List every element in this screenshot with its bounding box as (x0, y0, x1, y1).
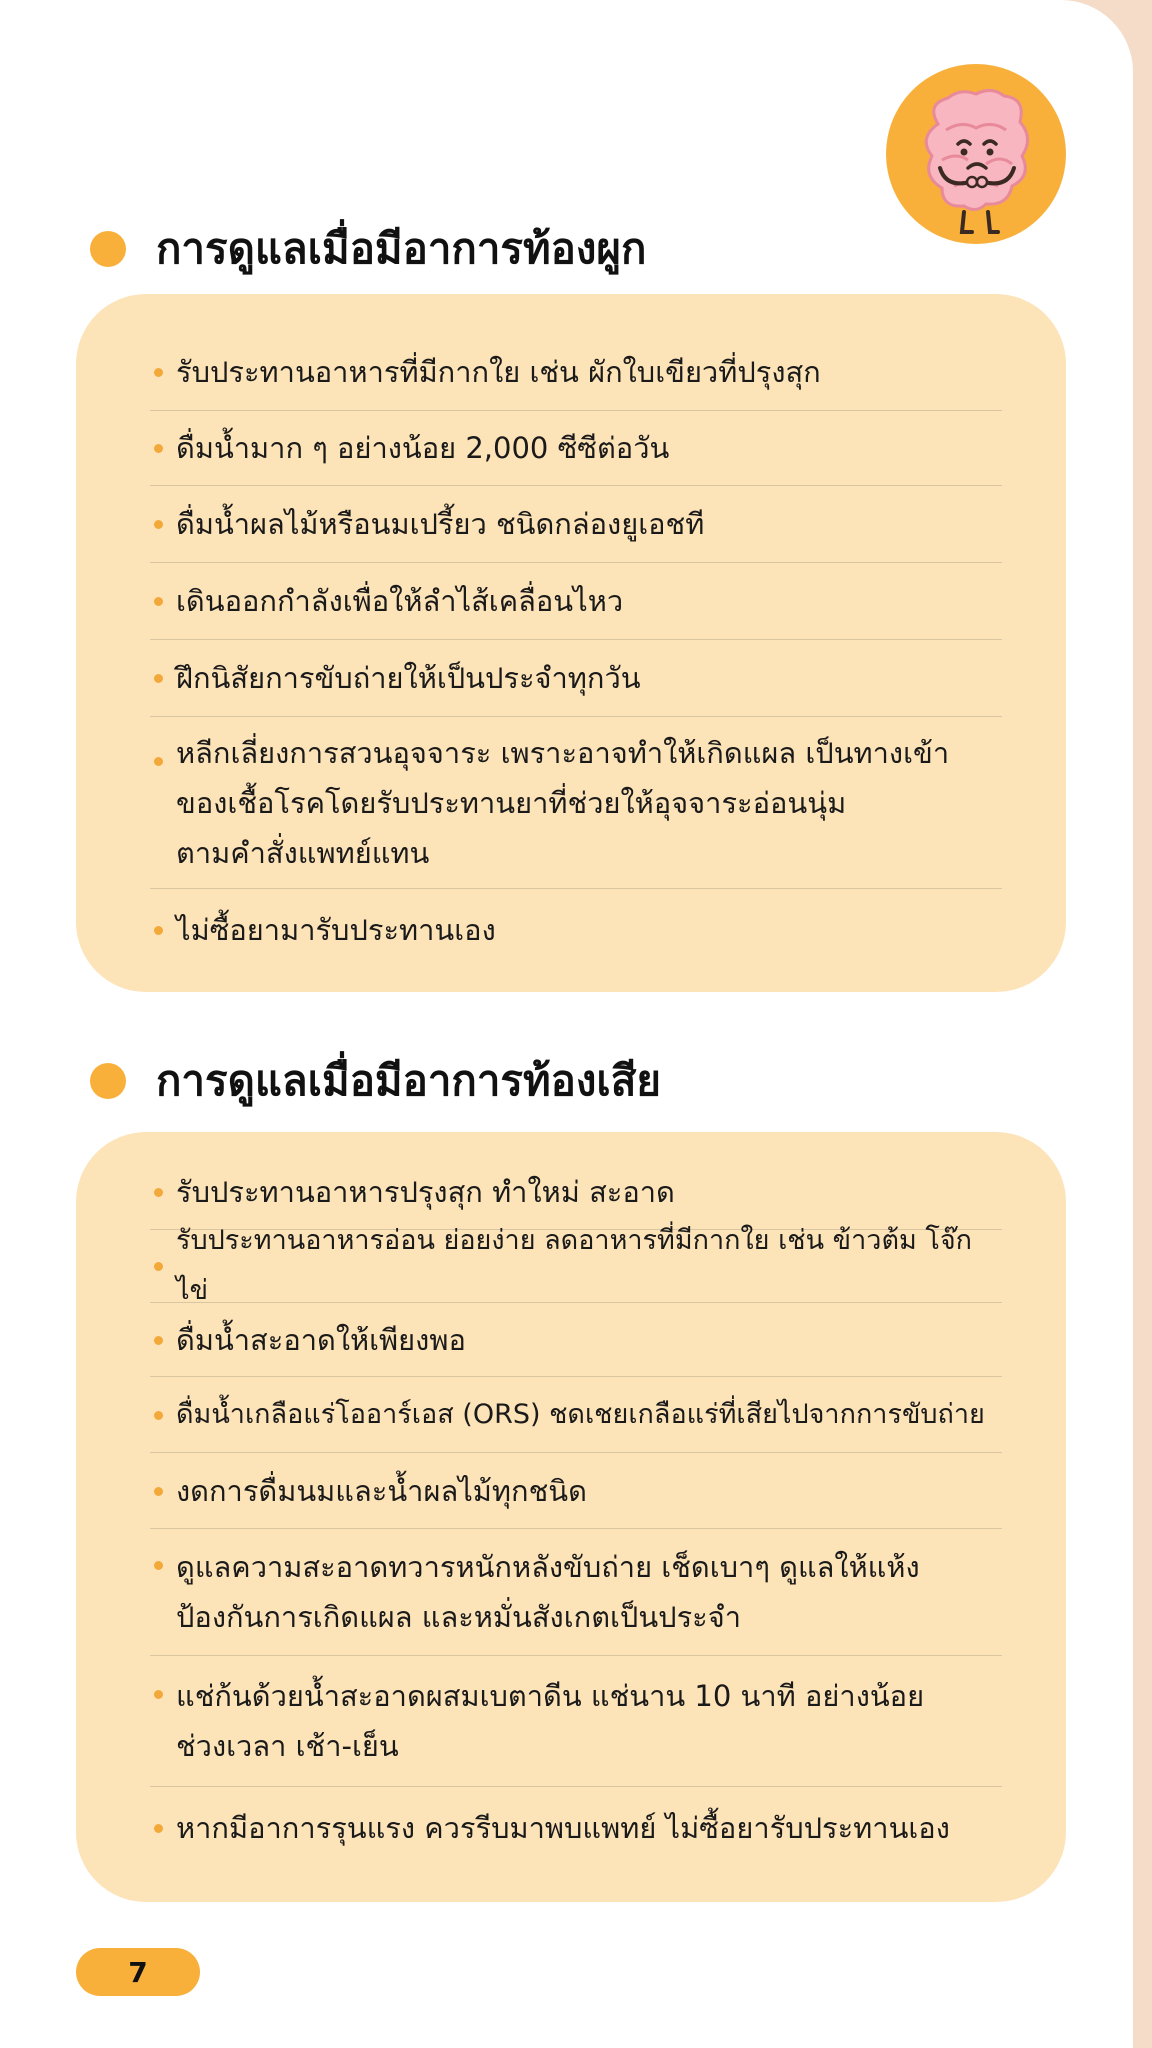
list-item: ไม่ซื้อยามารับประทานเอง (150, 889, 1002, 971)
constipation-list (150, 334, 1002, 971)
bullet-icon (154, 1336, 163, 1345)
list-item: หลีกเลี่ยงการสวนอุจจาระ เพราะอาจทำให้เกิดแผล เป็นทางเข้า ของเชื้อโรคโดยรับประทานยาที่ช่วยให้อุจจาระอ่อนนุ่ม ตามคำสั่งแพทย์แทน (150, 717, 1002, 889)
bullet-icon (154, 1487, 163, 1496)
bullet-icon (154, 1262, 163, 1271)
list-item: งดการดื่มนมและน้ำผลไม้ทุกชนิด (150, 1453, 1002, 1529)
orange-dot-icon (90, 231, 126, 267)
bullet-icon (154, 1188, 163, 1197)
list-item: รับประทานอาหารปรุงสุก ทำใหม่ สะอาด (150, 1154, 1002, 1230)
bullet-icon (154, 1690, 163, 1699)
list-item: รับประทานอาหารอ่อน ย่อยง่าย ลดอาหารที่มีกากใย เช่น ข้าวต้ม โจ๊ก ไข่ (150, 1230, 1002, 1303)
constipation-section-title (90, 216, 646, 282)
list-item: รับประทานอาหารที่มีกากใย เช่น ผักใบเขียวที่ปรุงสุก (150, 334, 1002, 411)
constipation-card (76, 294, 1066, 992)
bullet-icon (154, 368, 163, 377)
list-item: ดื่มน้ำผลไม้หรือนมเปรี้ยว ชนิดกล่องยูเอชที (150, 486, 1002, 563)
bullet-icon (154, 926, 163, 935)
list-item: ดื่มน้ำสะอาดให้เพียงพอ (150, 1303, 1002, 1377)
bullet-icon (154, 1411, 163, 1420)
list-item: ดูแลความสะอาดทวารหนักหลังขับถ่าย เช็ดเบาๆ ดูแลให้แห้ง ป้องกันการเกิดแผล และหมั่นสังเกตเป็นประจำ (150, 1529, 1002, 1656)
page-number-badge (76, 1948, 200, 1996)
bullet-icon (154, 674, 163, 683)
diarrhea-list (150, 1154, 1002, 1869)
list-item: เดินออกกำลังเพื่อให้ลำไส้เคลื่อนไหว (150, 563, 1002, 640)
list-item: แช่ก้นด้วยน้ำสะอาดผสมเบตาดีน แช่นาน 10 นาที อย่างน้อย ช่วงเวลา เช้า-เย็น (150, 1656, 1002, 1787)
bullet-icon (154, 757, 163, 766)
list-item: ดื่มน้ำเกลือแร่โออาร์เอส (ORS) ชดเชยเกลือแร่ที่เสียไปจากการขับถ่าย (150, 1377, 1002, 1453)
bullet-icon (154, 1824, 163, 1833)
diarrhea-title-text: การดูแลเมื่อมีอาการท้องเสีย (156, 1056, 662, 1105)
list-item: ฝึกนิสัยการขับถ่ายให้เป็นประจำทุกวัน (150, 640, 1002, 717)
bullet-icon (154, 597, 163, 606)
diarrhea-section-title (90, 1048, 661, 1114)
sad-intestine-mascot-icon (886, 64, 1066, 244)
list-item: หากมีอาการรุนแรง ควรรีบมาพบแพทย์ ไม่ซื้อยารับประทานเอง (150, 1787, 1002, 1869)
list-item: ดื่มน้ำมาก ๆ อย่างน้อย 2,000 ซีซีต่อวัน (150, 411, 1002, 486)
bullet-icon (154, 1561, 163, 1570)
bullet-icon (154, 520, 163, 529)
orange-dot-icon (90, 1063, 126, 1099)
diarrhea-card (76, 1132, 1066, 1902)
bullet-icon (154, 444, 163, 453)
page-number: 7 (128, 1955, 148, 1989)
constipation-title-text: การดูแลเมื่อมีอาการท้องผูก (156, 224, 647, 273)
